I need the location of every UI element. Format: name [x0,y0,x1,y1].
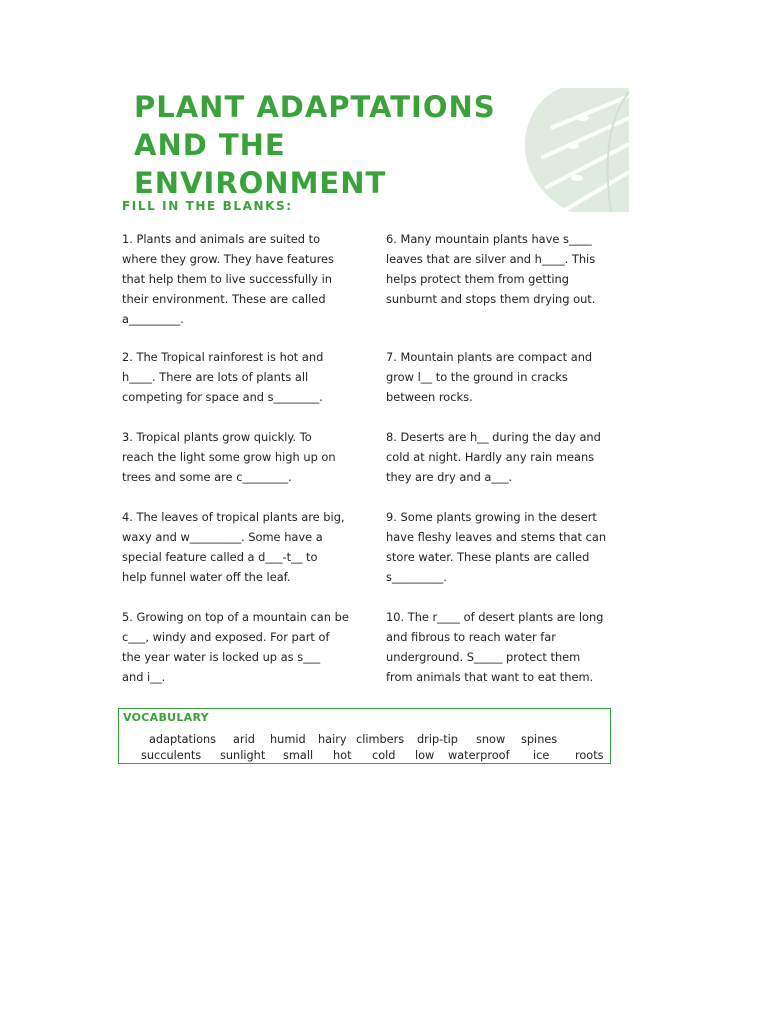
question-6: 6. Many mountain plants have s____ leaves that are silver and h____. This helps protect them from getting sunburnt and stops them drying out. [386,232,596,306]
question-10: 10. The r____ of desert plants are long and fibrous to reach water far underground. S_____ protect them from animals that want to eat them. [386,610,604,684]
question-2: 2. The Tropical rainforest is hot and h____. There are lots of plants all competing for space and s________. [122,350,324,404]
vocabulary-title: VOCABULARY [123,711,209,724]
question-9: 9. Some plants growing in the desert have fleshy leaves and stems that can store water. These plants are called s_________. [386,510,607,584]
fill-in-blanks-heading: FILL IN THE BLANKS: [122,199,293,213]
vocab-word: hot [333,749,352,762]
vocab-word: hairy [318,733,347,746]
vocab-word: roots [575,749,604,762]
vocab-word: spines [521,733,558,746]
vocab-word: humid [270,733,306,746]
vocab-word: ice [533,749,550,762]
title-line-1: PLANT ADAPTATIONS [134,90,496,124]
vocab-word: arid [233,733,255,746]
vocab-word: sunlight [220,749,266,762]
vocab-word: snow [476,733,506,746]
page-title [134,88,534,202]
vocab-word: climbers [356,733,405,746]
vocab-word: drip-tip [417,733,458,746]
vocab-word: low [415,749,435,762]
vocab-word: small [283,749,314,762]
monstera-leaf-icon [521,88,629,212]
question-4: 4. The leaves of tropical plants are big, waxy and w_________. Some have a special feature called a d___-t__ to help funnel water off the leaf. [122,510,345,584]
vocab-word: cold [372,749,396,762]
question-1: 1. Plants and animals are suited to where they grow. They have features that help them to live successfully in their environment. These are called a_________. [122,232,334,326]
question-7: 7. Mountain plants are compact and grow l__ to the ground in cracks between rocks. [386,350,593,404]
question-8: 8. Deserts are h__ during the day and cold at night. Hardly any rain means they are dry and a___. [386,430,601,484]
title-line-2: AND THE ENVIRONMENT [134,128,387,200]
question-5: 5. Growing on top of a mountain can be c___, windy and exposed. For part of the year water is locked up as s___ and i__. [122,610,349,684]
vocabulary-box [118,708,611,764]
vocab-word: waterproof [448,749,510,762]
vocab-word: succulents [141,749,202,762]
vocab-word: adaptations [149,733,217,746]
question-3: 3. Tropical plants grow quickly. To reach the light some grow high up on trees and some are c________. [122,430,336,484]
